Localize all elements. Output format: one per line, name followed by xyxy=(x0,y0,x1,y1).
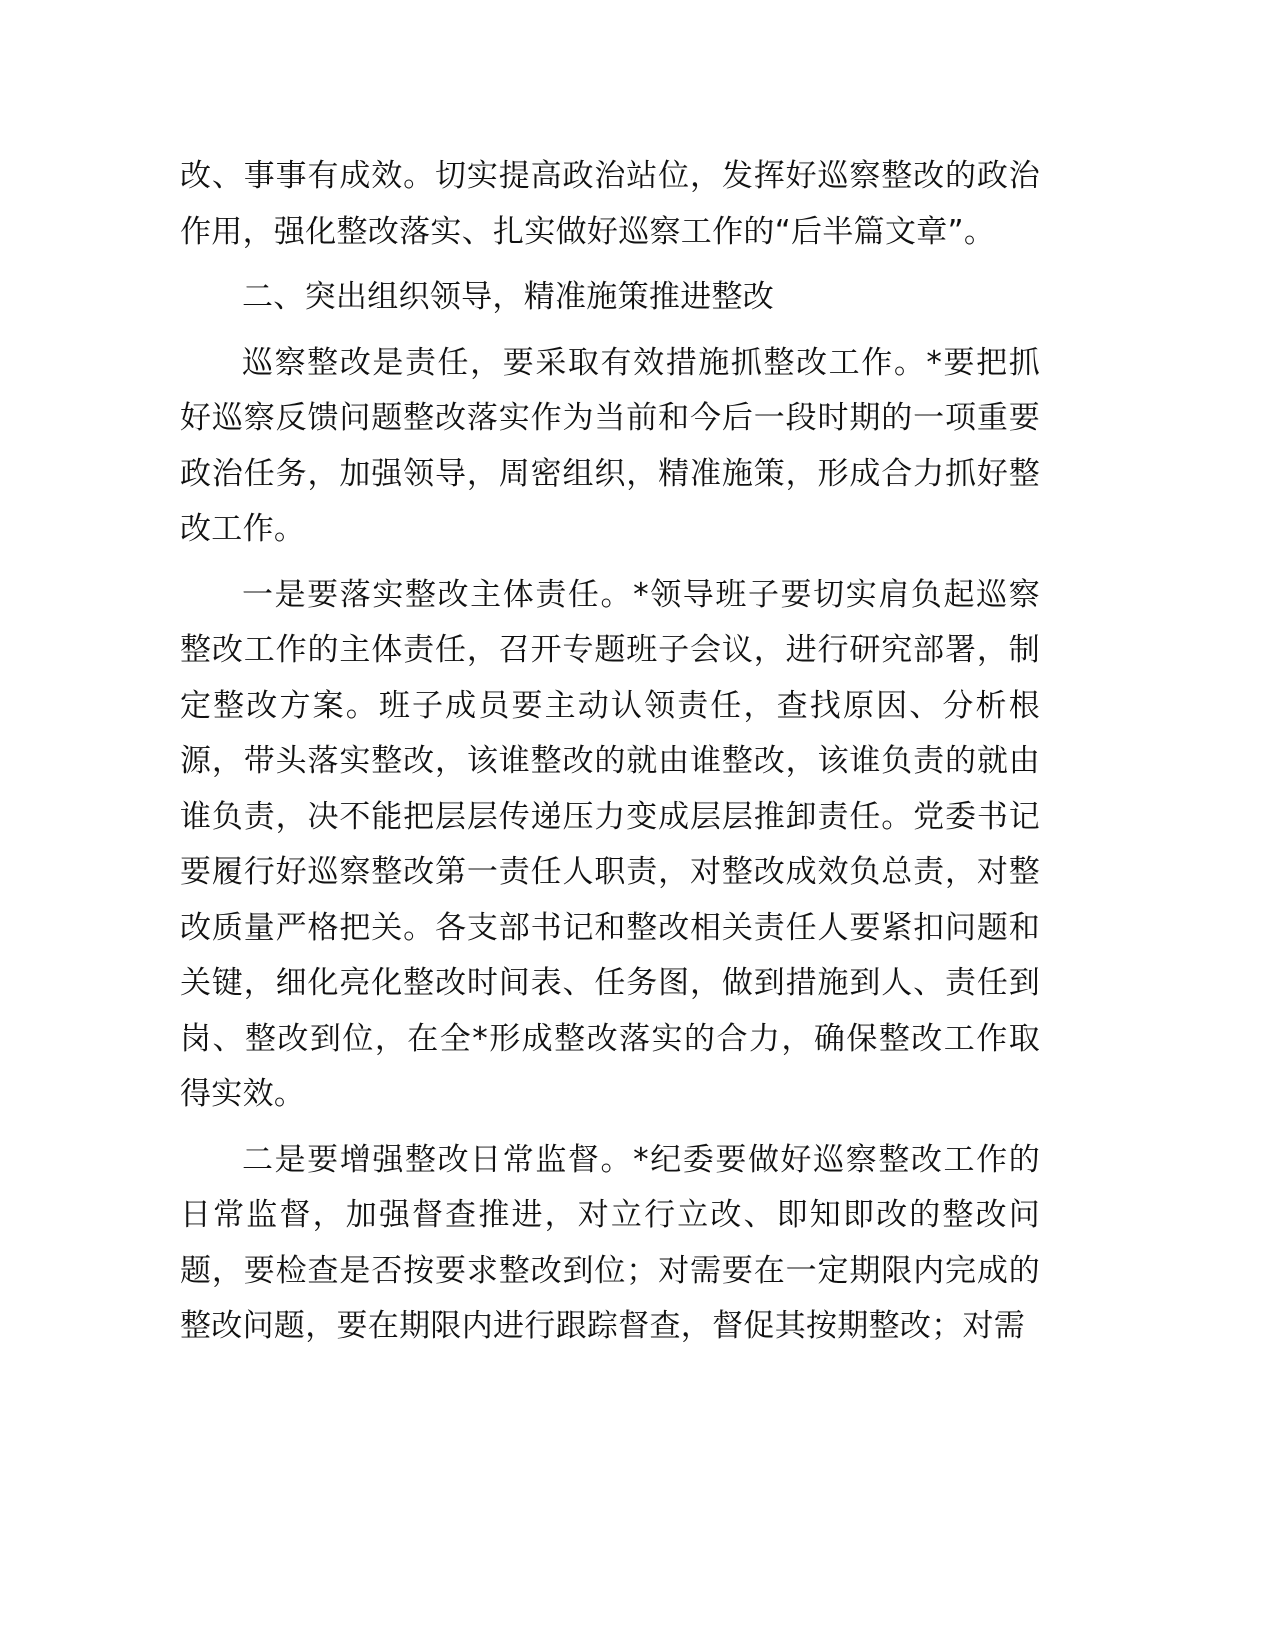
section-heading: 二、突出组织领导，精准施策推进整改 xyxy=(242,279,775,315)
paragraph-point-two: 二是要增强整改日常监督。*纪委要做好巡察整改工作的日常监督，加强督查推进，对立行立改、即知即改的整改问题，要检查是否按要求整改到位；对需要在一定期限内完成的整改问题，要在期限内进行跟踪督查，督促其按期整改；对需 xyxy=(180,1141,1040,1344)
paragraph-intro: 巡察整改是责任，要采取有效措施抓整改工作。*要把抓好巡察反馈问题整改落实作为当前和今后一段时期的一项重要政治任务，加强领导，周密组织，精准施策，形成合力抓好整改工作。 xyxy=(180,344,1040,547)
paragraph-point-one: 一是要落实整改主体责任。*领导班子要切实肩负起巡察整改工作的主体责任，召开专题班子会议，进行研究部署，制定整改方案。班子成员要主动认领责任，查找原因、分析根源，带头落实整改，该谁整改的就由谁整改，该谁负责的就由谁负责，决不能把层层传递压力变成层层推卸责任。党委书记要履行好巡察整改第一责任人职责，对整改成效负总责，对整改质量严格把关。各支部书记和整改相关责任人要紧扣问题和关键，细化亮化整改时间表、任务图，做到措施到人、责任到岗、整改到位，在全*形成整改落实的合力，确保整改工作取得实效。 xyxy=(180,576,1040,1112)
paragraph-continuation: 改、事事有成效。切实提高政治站位，发挥好巡察整改的政治作用，强化整改落实、扎实做好巡察工作的“后半篇文章”。 xyxy=(180,158,1040,250)
document-body xyxy=(180,149,1040,1365)
